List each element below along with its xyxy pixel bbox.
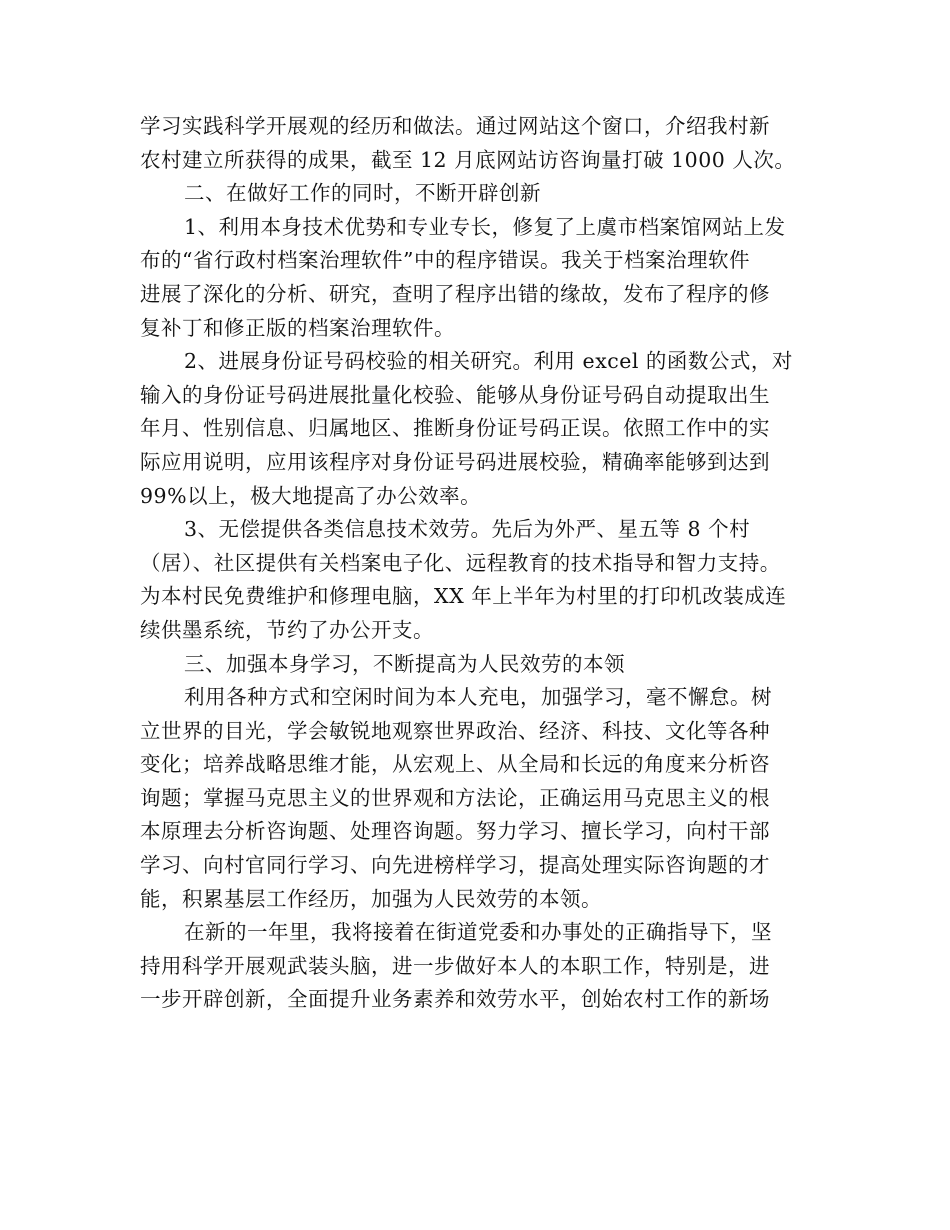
paragraph-line: 进展了深化的分析、研究，查明了程序出错的缘故，发布了程序的修 bbox=[140, 281, 770, 306]
paragraph-line: 学习实践科学开展观的经历和做法。通过网站这个窗口，介绍我村新 bbox=[140, 114, 770, 138]
paragraph-line: 本原理去分析咨询题、处理咨询题。努力学习、擅长学习，向村干部 bbox=[140, 819, 770, 844]
paragraph-line: 1、利用本身技术优势和专业专长，修复了上虞市档案馆网站上发 bbox=[184, 214, 786, 239]
paragraph-line: 持用科学开展观武装头脑，进一步做好本人的本职工作，特别是，进 bbox=[140, 953, 770, 978]
paragraph-line: 利用各种方式和空闲时间为本人充电，加强学习，毫不懈怠。树 bbox=[184, 685, 772, 710]
paragraph-line: 2、进展身份证号码校验的相关研究。利用 excel 的函数公式，对 bbox=[184, 349, 793, 374]
paragraph-line: 农村建立所获得的成果，截至 12 月底网站访咨询量打破 1000 人次。 bbox=[140, 147, 796, 172]
paragraph-line: （居）、社区提供有关档案电子化、远程教育的技术指导和智力支持。 bbox=[140, 550, 781, 575]
section-heading: 二、在做好工作的同时，不断开辟创新 bbox=[184, 181, 541, 206]
paragraph-line: 输入的身份证号码进展批量化校验、能够从身份证号码自动提取出生 bbox=[140, 382, 770, 407]
paragraph-line: 际应用说明，应用该程序对身份证号码进展校验，精确率能够到达到 bbox=[140, 449, 770, 474]
document-body bbox=[140, 110, 820, 1017]
paragraph-line: 询题；掌握马克思主义的世界观和方法论，正确运用马克思主义的根 bbox=[140, 785, 770, 810]
paragraph-line: 年月、性别信息、归属地区、推断身份证号码正误。依照工作中的实 bbox=[140, 416, 770, 441]
paragraph-line: 一步开辟创新，全面提升业务素养和效劳水平，创始农村工作的新场 bbox=[140, 987, 770, 1012]
paragraph-line: 复补丁和修正版的档案治理软件。 bbox=[140, 315, 455, 340]
paragraph-line: 为本村民免费维护和修理电脑，XX 年上半年为村里的打印机改装成连 bbox=[140, 584, 787, 609]
paragraph-line: 布的“省行政村档案治理软件”中的程序错误。我关于档案治理软件 bbox=[140, 248, 750, 273]
section-heading: 三、加强本身学习，不断提高为人民效劳的本领 bbox=[184, 651, 625, 676]
paragraph-line: 能，积累基层工作经历，加强为人民效劳的本领。 bbox=[140, 886, 602, 911]
paragraph-line: 续供墨系统，节约了办公开支。 bbox=[140, 617, 434, 642]
paragraph-line: 99%以上，极大地提高了办公效率。 bbox=[140, 483, 482, 508]
paragraph-line: 在新的一年里，我将接着在街道党委和办事处的正确指导下，坚 bbox=[184, 920, 772, 945]
paragraph-line: 立世界的目光，学会敏锐地观察世界政治、经济、科技、文化等各种 bbox=[140, 718, 770, 743]
paragraph-line: 学习、向村官同行学习、向先进榜样学习，提高处理实际咨询题的才 bbox=[140, 853, 770, 878]
paragraph-line: 变化；培养战略思维才能，从宏观上、从全局和长远的角度来分析咨 bbox=[140, 752, 770, 777]
paragraph-line: 3、无偿提供各类信息技术效劳。先后为外严、星五等 8 个村 bbox=[184, 517, 751, 542]
